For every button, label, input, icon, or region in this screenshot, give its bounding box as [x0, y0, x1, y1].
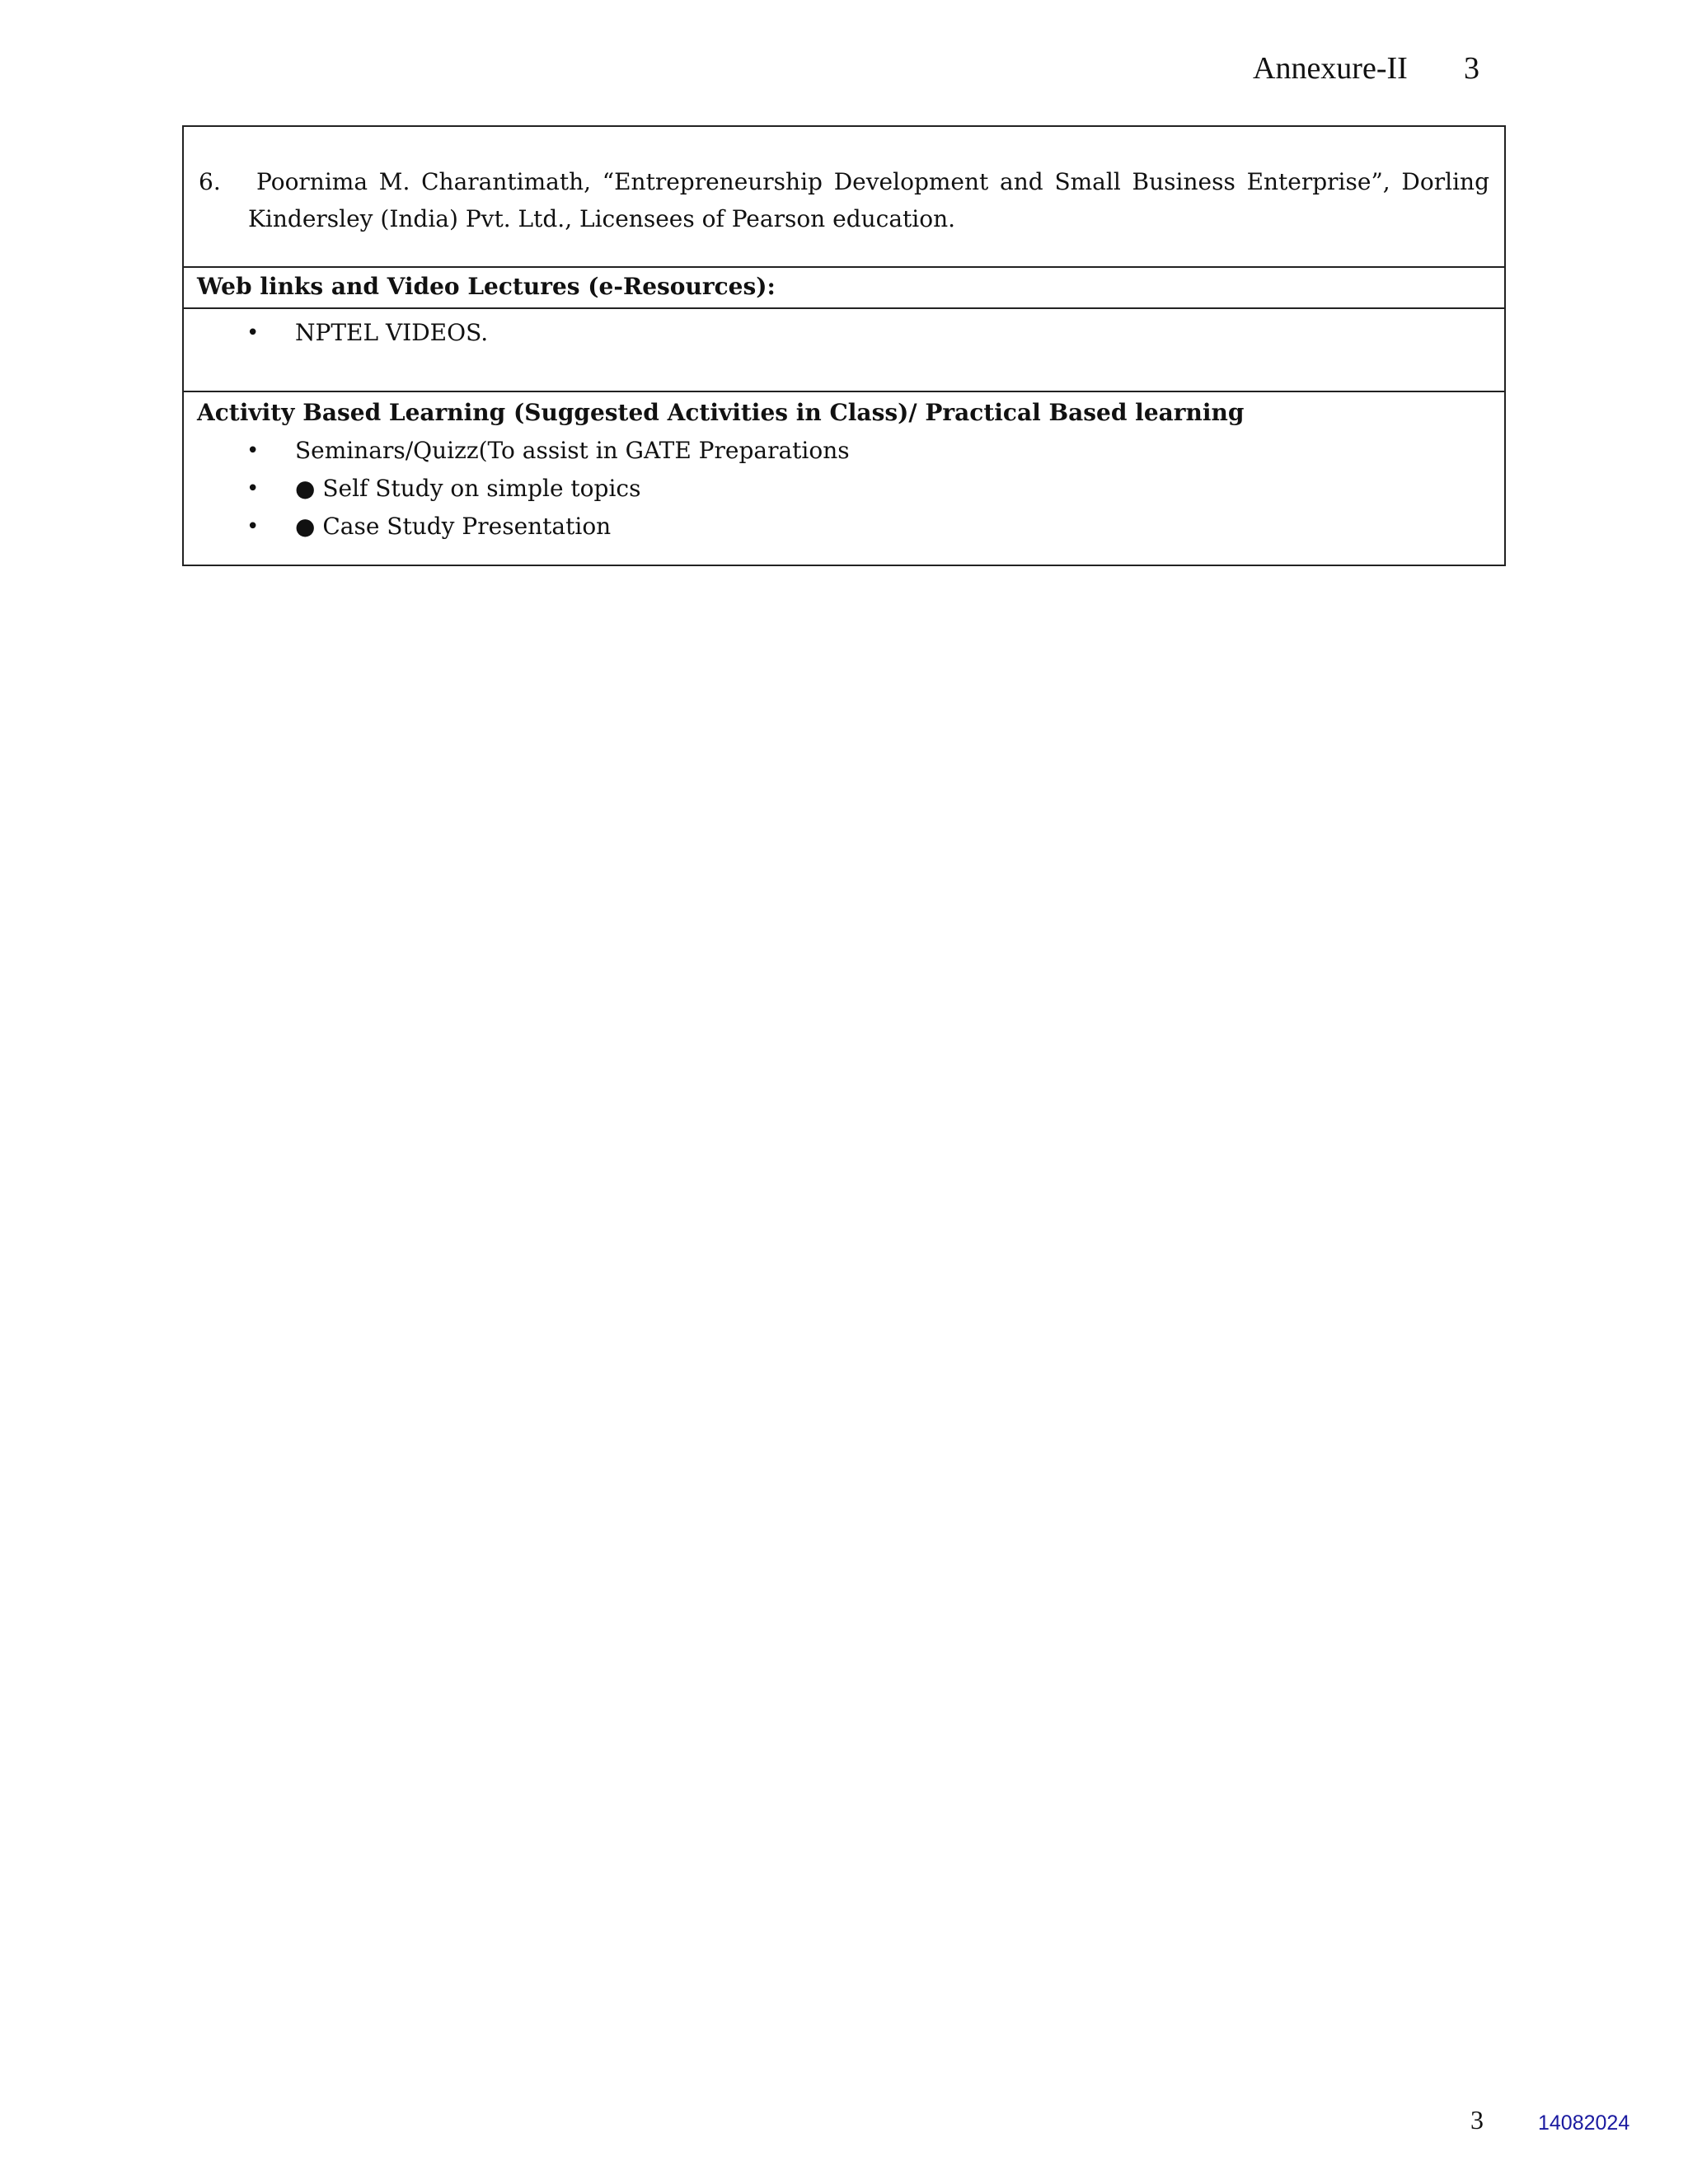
reference-line-1: Poornima M. Charantimath, “Entrepreneurship Development and Small Business Enterprise”, Dorling [256, 168, 1489, 195]
list-item [197, 432, 1491, 470]
list-item-text: ● Self Study on simple topics [295, 475, 641, 502]
page-header [1253, 48, 1500, 89]
activity-cell [184, 394, 1504, 565]
list-item-text: ● Case Study Presentation [295, 513, 612, 540]
list-item-text: Seminars/Quizz(To assist in GATE Preparations [295, 437, 850, 464]
list-item [197, 314, 1491, 352]
web-links-list [197, 314, 1491, 352]
activity-list [197, 432, 1491, 546]
list-item [197, 508, 1491, 546]
footer-page-number: 3 [1470, 2105, 1484, 2135]
list-item [197, 470, 1491, 508]
web-links-list-cell [184, 314, 1504, 392]
reference-line-2: Kindersley (India) Pvt. Ltd., Licensees of Pearson education. [248, 205, 956, 232]
web-links-heading: Web links and Video Lectures (e-Resources): [197, 273, 776, 300]
header-page-number: 3 [1464, 51, 1479, 86]
reference-cell [184, 127, 1504, 268]
bullet-icon: • [246, 514, 260, 539]
reference-text [248, 163, 1489, 237]
bullet-icon: • [246, 438, 260, 463]
bullet-icon: • [246, 476, 260, 501]
web-links-heading-cell [184, 268, 1504, 309]
syllabus-table [182, 125, 1506, 566]
footer-document-code: 14082024 [1538, 2111, 1630, 2135]
list-item-text: NPTEL VIDEOS. [295, 319, 489, 346]
reference-number: 6. [199, 168, 221, 195]
activity-heading: Activity Based Learning (Suggested Activities in Class)/ Practical Based learning [197, 399, 1245, 426]
annexure-label: Annexure-II [1253, 51, 1408, 86]
bullet-icon: • [246, 321, 260, 345]
